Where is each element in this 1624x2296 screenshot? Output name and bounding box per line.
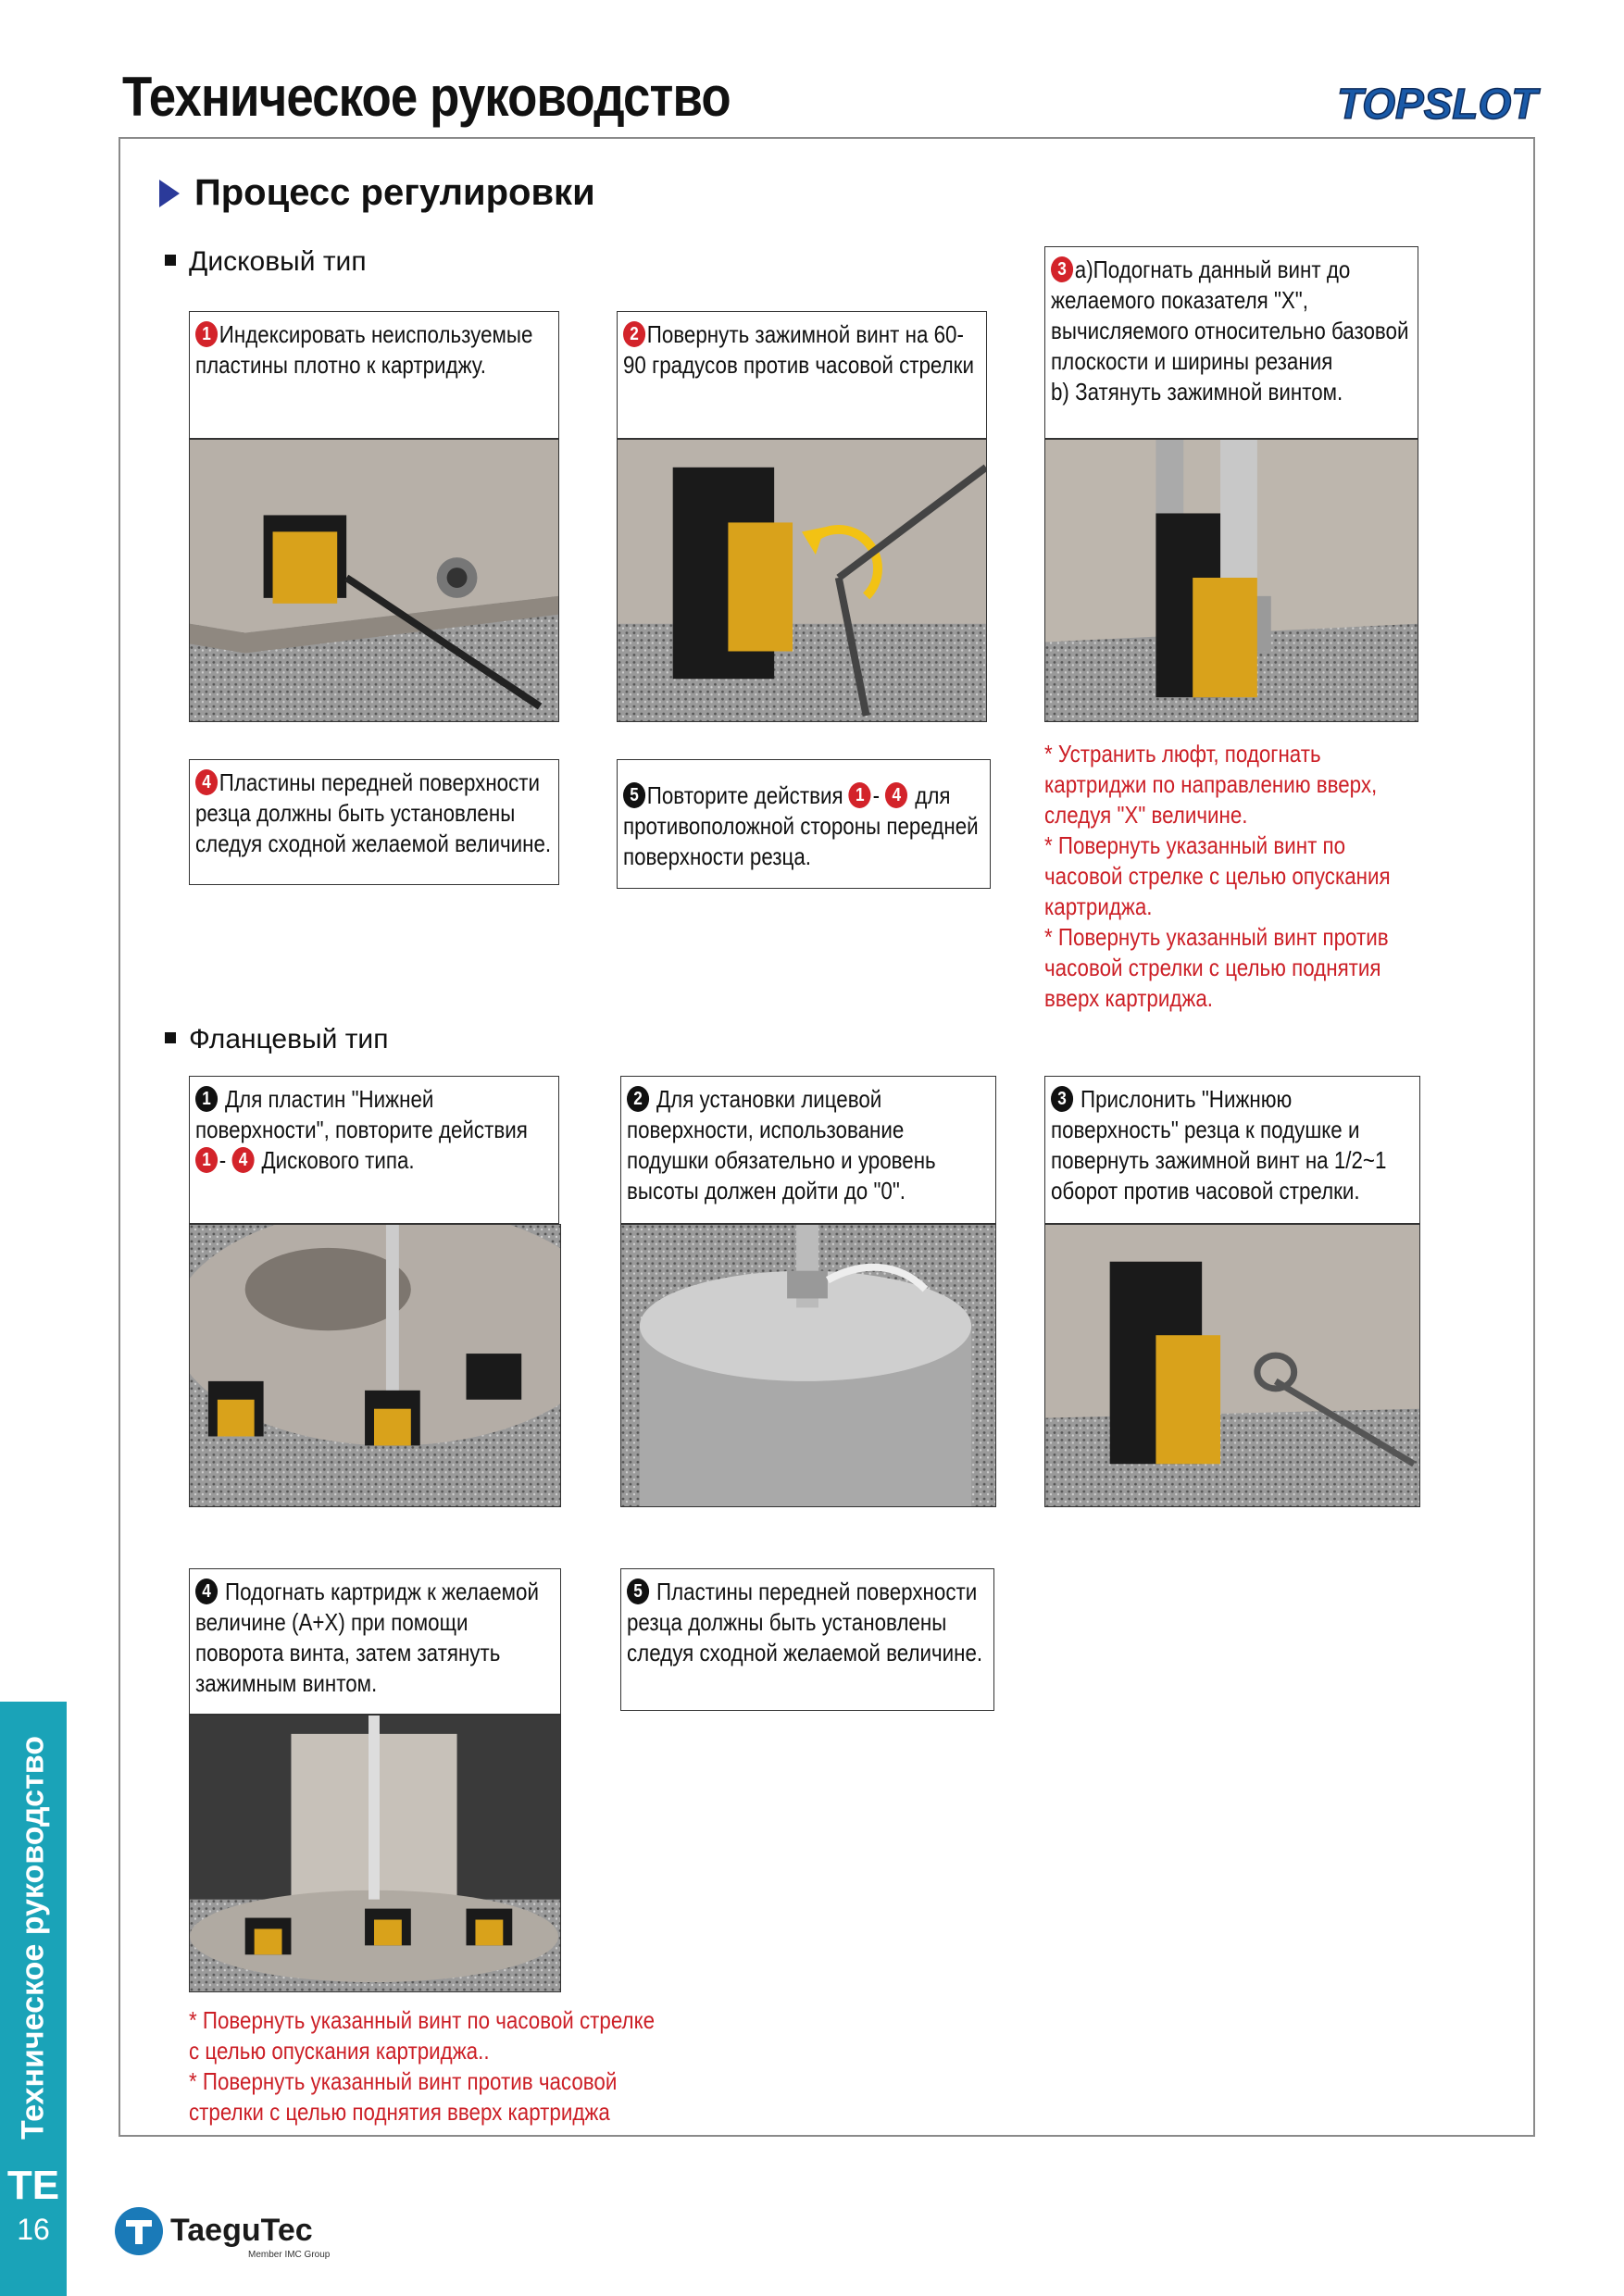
disc-step-4-box: 4 Пластины передней поверхности резца должны быть установлены следуя сходной желаемой величине. — [189, 759, 559, 885]
step-number-icon: 4 — [885, 782, 907, 808]
square-bullet-icon — [165, 1032, 176, 1043]
flange-type-heading: Фланцевый тип — [165, 1024, 388, 1055]
step-number-icon: 1 — [195, 1086, 218, 1112]
step-number-icon: 4 — [231, 1147, 254, 1173]
flange-step-4-box: 4 Подогнать картридж к желаемой величине (A+X) при помощи поворота винта, затем затянуть зажимным винтом. — [189, 1568, 561, 1715]
triangle-bullet-icon — [159, 180, 180, 207]
section-code: TE — [6, 2163, 60, 2208]
sidebar-label: Техническое руководство — [15, 1736, 51, 2140]
step-number-icon: 4 — [195, 769, 218, 795]
disc-step-2-box: 2 Повернуть зажимной винт на 60-90 градусов против часовой стрелки — [617, 311, 987, 439]
page-badge — [0, 2157, 67, 2296]
step-number-icon: 2 — [627, 1086, 649, 1112]
step-number-icon: 4 — [195, 1578, 218, 1604]
step-number-icon: 1 — [849, 782, 871, 808]
disc-step-1-box: 1 Индексировать неиспользуемые пластины плотно к картриджу. — [189, 311, 559, 439]
svg-text:Member IMC Group: Member IMC Group — [248, 2250, 331, 2260]
flange-step-5-box: 5 Пластины передней поверхности резца должны быть установлены следуя сходной желаемой величине. — [620, 1568, 994, 1711]
flange-step-3-photo — [1044, 1224, 1420, 1507]
page-title: Техническое руководство — [122, 66, 731, 128]
step-number-icon: 1 — [195, 321, 218, 347]
step-number-icon: 1 — [195, 1147, 218, 1173]
disc-step-2-photo — [617, 439, 987, 722]
step-number-icon: 5 — [623, 782, 645, 808]
svg-text:TOPSLOT: TOPSLOT — [1337, 80, 1538, 128]
square-bullet-icon — [165, 255, 176, 266]
taegutec-logo — [109, 2192, 350, 2266]
disc-step-3-box: 3 a)Подогнать данный винт до желаемого показателя "X", вычисляемого относительно базовой плоскости и ширины резания b) Затянуть зажимной винтом. — [1044, 246, 1418, 439]
disc-step-1-photo — [189, 439, 559, 722]
flange-step-1-box: 1 Для пластин "Нижней поверхности", повторите действия 1 - 4 Дискового типа. — [189, 1076, 559, 1224]
flange-step-2-photo — [620, 1224, 996, 1507]
step-number-icon: 2 — [623, 321, 645, 347]
disc-step-3-photo — [1044, 439, 1418, 722]
disc-notes: * Устранить люфт, подогнать картриджи по направлению вверх, следуя "X" величине. * Повернуть указанный винт по часовой стрелке с целью опускания картриджа. * Повернуть указанный винт против часовой стрелки с целью поднятия вверх картриджа. — [1044, 740, 1391, 1012]
section-title: Процесс регулировки — [159, 172, 595, 214]
topslot-logo — [1333, 76, 1546, 131]
step-number-icon: 3 — [1051, 1086, 1073, 1112]
flange-step-1-photo — [189, 1224, 561, 1507]
flange-step-4-photo — [189, 1715, 561, 1992]
step-number-icon: 3 — [1051, 256, 1073, 282]
flange-step-3-box: 3 Прислонить "Нижнюю поверхность" резца к подушке и повернуть зажимной винт на 1/2~1 оборот против часовой стрелки. — [1044, 1076, 1420, 1224]
page-number: 16 — [17, 2213, 50, 2246]
flange-step-2-box: 2 Для установки лицевой поверхности, использование подушки обязательно и уровень высоты должен дойти до "0". — [620, 1076, 996, 1224]
step-number-icon: 5 — [627, 1578, 649, 1604]
flange-notes: * Повернуть указанный винт по часовой стрелке с целью опускания картриджа.. * Повернуть указанный винт против часовой стрелки с целью поднятия вверх картриджа — [189, 2006, 656, 2126]
disc-step-5-box: 5 Повторите действия 1 - 4 для противоположной стороны передней поверхности резца. — [617, 759, 991, 889]
svg-text:TaeguTec: TaeguTec — [170, 2213, 313, 2248]
disc-type-heading: Дисковый тип — [165, 246, 367, 278]
